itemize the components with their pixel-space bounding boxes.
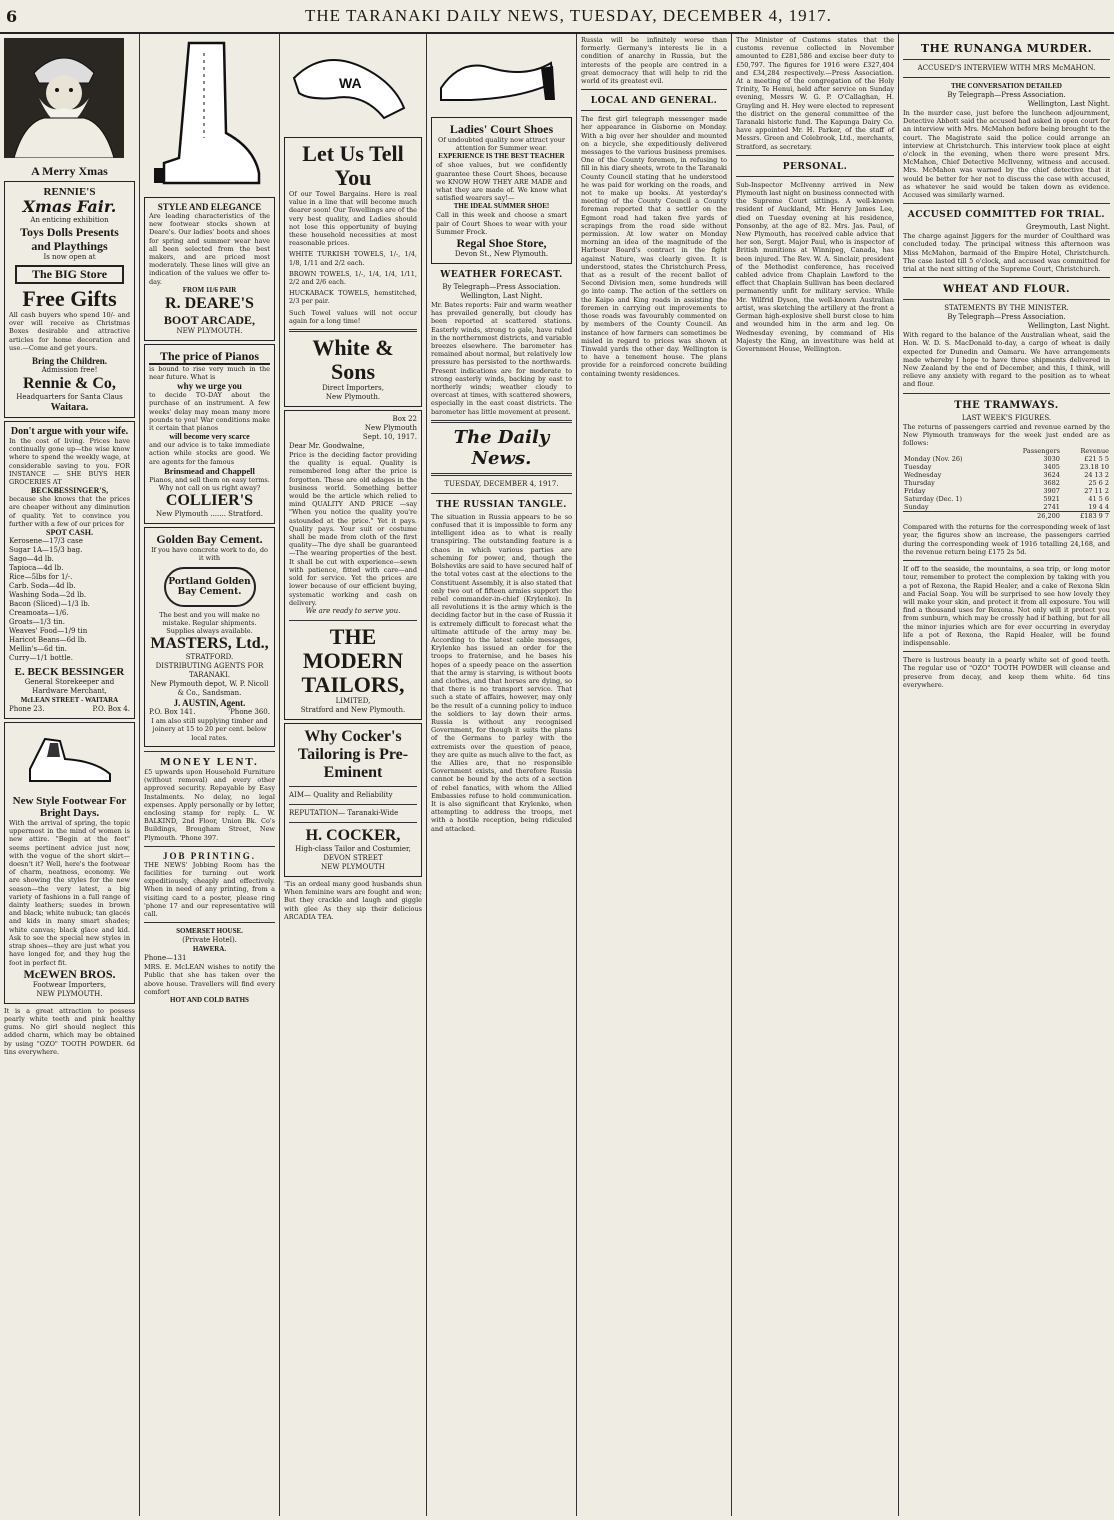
col6-news-body: The Minister of Customs states that the customs revenue collected in November amounted to £281,586 and excise beer duty to £50,797. The figures for 1916 were £327,404 and £34,284 respectively.—Press Association. At a meeting of the congregation of the Holy Trinity, Te Henui, held after service on Sunday evening, Messrs W. G. P. O'Callaghan, H. Grayling and H. Hey were elected to represent the district on the general committee of the Taranaki historic fund. The Kapunga Dairy Co. have appointed Mr. H. Parker, of the staff of Messrs. Green and Colebrook, Ltd., merchants, Stratford, as secretary. (736, 36, 894, 151)
regal-body3: Call in this week and choose a smart pair of Court Shoes to wear with your Summer Frock. (436, 211, 567, 236)
table-cell: 27 11 2 (1084, 487, 1109, 496)
table-header (903, 447, 1110, 455)
wheat-by: By Telegraph—Press Association. (947, 313, 1066, 322)
committed-head: ACCUSED COMMITTED FOR TRIAL. (907, 210, 1106, 221)
masters-head: Golden Bay Cement. (156, 532, 263, 547)
deare-from: FROM 11/6 PAIR (182, 285, 237, 294)
regal-exp: EXPERIENCE IS THE BEST TEACHER (438, 152, 565, 161)
svg-text:WA: WA (339, 75, 362, 91)
mcewen-firm: McEWEN BROS. (23, 966, 116, 981)
shoe-illustration (25, 729, 115, 789)
collier-head: The price of Pianos (149, 349, 270, 365)
cocker-desc: High-class Tailor and Costumier, (295, 844, 411, 853)
masthead (0, 0, 1114, 34)
table-cell: Saturday (Dec. 1) (904, 495, 963, 504)
table-row (903, 471, 1110, 479)
table-cell: 19 4 4 (1088, 503, 1109, 512)
local-general-head: LOCAL AND GENERAL. (590, 96, 718, 107)
rennie-name: RENNIE'S (43, 186, 96, 198)
beck-firm: BECKBESSINGER'S, (30, 486, 109, 496)
mcewen-body: With the arrival of spring, the topic uppermost in the mind of women is new attire. "Begin at the feet" seems pertinent advice just now, with the vogue of the short skirt—doesn't it? Well, here's the footwear of charm, neatness, economy. We are showing the styles for the new season—the very latest, a big variety of fashions in a full range of dainty leathers; suedes in brown and black; white nubuck; tan glacés and kids in many smart shades; white canvas; black glace and kid. Ask to see the special new styles in strap shoes—they are just what you have longed for, and they hug the foot in perfect fit. (9, 819, 130, 967)
personal-body: Sub-Inspector McIlvenny arrived in New Plymouth last night on business connected with the Supreme Court sittings. A well-known resident of Auckland, Mr. Henry James Lee, died on Tuesday evening at his residence, Ponsonby, at the age of 82. Mrs. Jas. Paul, of New Plymouth, has received cable advice that her son, Sergt. Major Paul, who is inspector of British munitions at Winnipeg, Canada, has been injured. The Rev. W. A. Sinclair, president of the Methodist conference, has received cabled advice from Chaplain Lawford to the effect that Chaplain Sullivan has been declared permanently unfit for military service. While Mr. Wilfrid Dyson, the well-known Australian artist, was sketching the artillery at the front a German high-explosive shell burst close to him and wounded him in the arm and leg. On Wednesday evening, by command of His Majesty the King, an investiture was held at Government House, Wellington. (736, 180, 894, 353)
tailors-ltd: LIMITED, (335, 696, 371, 705)
masters-note: I am also still supplying timber and joinery at 15 to 20 per cent. below local rates. (151, 717, 268, 742)
rennie-admission: Admission free! (41, 366, 98, 375)
price-item: Curry—1/1 bottle. (9, 654, 73, 663)
letter-box: Box 22 (392, 415, 417, 424)
cement-badge: Portland Golden Bay Cement. (164, 567, 256, 607)
collier-why2: Why not call on us right away? (158, 484, 261, 493)
committed-dateline: Greymouth, Last Night. (1025, 223, 1110, 232)
collier-towns: New Plymouth ....... Stratford. (156, 510, 263, 519)
rennie-body: All cash buyers who spend 10/- and over will receive as Christmas Boxes desirable and attractive articles for home decoration and use.—Come and get yours. (9, 311, 130, 352)
collier-brand: Brinsmead and Chappell (164, 465, 255, 476)
table-cell: Wednesday (904, 471, 942, 480)
collier-body: is bound to rise very much in the near future. What is (149, 364, 270, 382)
tramways-table (903, 447, 1110, 520)
table-cell: £21 5 5 (1084, 455, 1109, 464)
weather-body: Mr. Bates reports: Fair and warm weather has prevailed generally, but cloudy has been reported at scattered stations. Easterly winds, strong to gale, have ruled in the northernmost districts, and variable breezes elsewhere. The barometer has remained about normal, but relatively low pressure has persisted to the northwards. Present indications are for moderate to strong easterly winds, backing by east to northerly winds; weather cloudy to overcast at times, with scattered showers, especially in the east coast districts. The barometer has little movement at present. (431, 301, 572, 416)
masters-desc: DISTRIBUTING AGENTS FOR TARANAKI. (155, 662, 264, 680)
cocker-head: Why Cocker's Tailoring is Pre-Eminent (297, 727, 409, 781)
cocker-firm: H. COCKER, (305, 826, 401, 844)
price-item: Rice—5lbs for 1/-. (9, 573, 73, 582)
somerset-baths: HOT AND COLD BATHS (170, 995, 249, 1004)
ozo-notice-2: There is lustrous beauty in a pearly white set of good teeth. The regular use of "OZO" TOOTH POWDER will cleanse and preserve from decay, and keep them white. 6d tins everywhere. (903, 656, 1110, 689)
cocker-aim: AIM— Quality and Reliability (289, 790, 393, 799)
price-item: Groats—1/3 tin. (9, 618, 66, 627)
weather-head: WEATHER FORECAST. (440, 270, 563, 281)
collier-firm: COLLIER'S (165, 492, 254, 510)
weather-by: By Telegraph—Press Association. Wellington, Last Night. (442, 283, 561, 301)
rennie-bring: Bring the Children. (31, 356, 108, 367)
rennie-sub: An enticing exhibition (30, 216, 109, 224)
xmas-greeting: A Merry Xmas (31, 164, 108, 178)
masters-agent: J. AUSTIN, Agent. (173, 698, 246, 709)
masters-pobox: P.O. Box 141. (149, 708, 196, 717)
bargain-body: Of our Towel Bargains. Here is real value in a line that will become much dearer soon! Our Towellings are of the very best quality, and Ladies should not lose this opportunity of buying these household necessities at most reasonable prices. (289, 190, 417, 248)
tailors-firm: THE MODERN TAILORS, (301, 623, 405, 697)
leader-head: THE RUSSIAN TANGLE. (436, 499, 567, 510)
table-row (903, 455, 1110, 463)
table-cell: 23.18 10 (1080, 463, 1109, 472)
table-cell: 3030 (1043, 455, 1060, 464)
tailors-ready: We are ready to serve you. (305, 606, 401, 615)
murder-dateline: Wellington, Last Night. (1027, 100, 1110, 108)
cocker-street: DEVON STREET (323, 853, 383, 862)
masters-contact (149, 708, 270, 717)
column-4 (427, 34, 577, 1516)
masters-ad (144, 527, 275, 747)
tramways-body: The returns of passengers carried and revenue earned by the New Plymouth tramways for the week just ended are as follows: (903, 422, 1110, 448)
collier-body3: and our advice is to take immediate action while stocks are good. We are agents for the famous (149, 441, 270, 466)
price-item: Creamoata—1/6. (9, 609, 69, 618)
table-row (903, 503, 1110, 512)
towel-bargain-ad (284, 137, 422, 407)
wheat-head: WHEAT AND FLOUR. (943, 284, 1070, 296)
table-cell: Thursday (904, 479, 935, 488)
local-general-body: The first girl telegraph messenger made her appearance in Gisborne on Monday. With a big over her shoulder and mounted on a bicycle, she expeditiously delivered messages to the various business premises. One of the County foremen, in refusing to fill in his diary sheets, wrote to the Taranaki County Council stating that he understood he was paid for working on the roads, and not to make up books. At yesterday's meeting of the County Council a County foreman reported that a settler on the Egmont road had taken five yards of scrapings from the road side without permission. At low water on Monday morning an idea of the magnitude of the Harbour Board's contract in the fight against Nature, was clearly given. It is understood, states the Christchurch Press, that as a result of the recent ballot of Second Division men, some hundreds will go into camp. The action of the settlers on the Kaipo and King roads in assisting the foremen in carrying out improvements to those roads was favourably commented on by members of the County Council. An instance of how farmers can sometimes be misled in regard to prices was shown at Tinwald yards the other day. Wellington is to have a tenement house. The plans provide for a reinforced concrete building containing twenty residences. (581, 115, 727, 378)
beckbessinger-ad (4, 421, 135, 719)
deare-name: R. DEARE'S (165, 294, 254, 312)
rexona-notice: If off to the seaside, the mountains, a sea trip, or long motor tour, remember to protect the complexion by taking with you a pot of Rexona, the Rapid Healer, and a cake of Rexona Skin and Facial Soap. You will be surprised to see how lovely they will make your skin, and protect it from all exposure. You will find a thousand uses for Rexona. Not only will it protect you from sunburn, which may be crossly had if bathing, but for all the minor injuries which are for ever occurring in everyday life a pot of Rexona, the Rapid Healer, will be found indispensable. (903, 565, 1110, 647)
regal-head: Ladies' Court Shoes (449, 122, 554, 136)
table-cell (903, 447, 999, 455)
masters-firm: MASTERS, Ltd., (150, 635, 269, 653)
personal-head: PERSONAL. (782, 161, 848, 172)
price-item: Sago—4d lb. (9, 555, 54, 564)
daily-news-nameplate: The Daily News. (453, 426, 550, 469)
table-cell: 3405 (1043, 463, 1060, 472)
table-cell (903, 512, 999, 521)
modern-tailors-ad (284, 410, 422, 720)
price-item: Carb. Soda—4d lb. (9, 582, 76, 591)
table-row (903, 479, 1110, 487)
beck-body: In the cost of living. Prices have continually gone up—the wise know where to spend the weekly wage, at considerable saving to you. FOR INSTANCE — SHE BUYS HER GROCERIES AT (9, 437, 130, 487)
tailors-towns: Stratford and New Plymouth. (300, 705, 406, 714)
table-cell: 2741 (1043, 503, 1060, 512)
wheat-sub: STATEMENTS BY THE MINISTER. (944, 304, 1069, 313)
tramways-sub: LAST WEEK'S FIGURES. (961, 413, 1052, 422)
arcadia-tea-notice: 'Tis an ordeal many good husbands shun When feminine wars are fought and won; But they crackle and laugh and giggle with glee As they sip their delicious ARCADIA TEA. (284, 879, 422, 921)
beck-name: E. BECK BESSINGER (14, 666, 125, 679)
table-cell: Revenue (1080, 447, 1109, 456)
deare-head: STYLE AND ELEGANCE (157, 202, 262, 212)
collier-ad (144, 344, 275, 524)
somerset-town: HAWERA. (192, 945, 227, 954)
column-7 (899, 34, 1114, 1516)
tramways-head: THE TRAMWAYS. (954, 399, 1059, 411)
collier-body2: to decide TO-DAY about the purchase of an instrument. A few weeks' delay may mean many more pounds to you! War conditions make it certain that pianos (149, 391, 270, 433)
white-sons-firm: White & Sons (312, 335, 394, 385)
deare-town: NEW PLYMOUTH. (176, 326, 243, 335)
page-number: 6 (6, 6, 18, 26)
job-head: JOB PRINTING. (162, 850, 256, 861)
somerset-body: MRS. E. McLEAN wishes to notify the Public that she has taken over the above house. Travellers will find every comfort (144, 963, 275, 996)
rennie-town: Waitara. (50, 402, 89, 414)
tramways-body2: Compared with the returns for the corresponding week of last year, the figures show an increase, the passengers carried during the corresponding week of 1916 totalling 24,168, and the revenue return being £175 2s 5d. (903, 523, 1110, 556)
beck-contact (9, 705, 130, 714)
table-cell: 26,200 (1037, 512, 1060, 521)
santa-claus-illustration (4, 38, 124, 158)
beck-box: P.O. Box 4. (92, 705, 130, 714)
court-shoe-illustration (431, 38, 561, 108)
white-sons-town: New Plymouth. (325, 393, 381, 402)
rennie-fair: Xmas Fair. (22, 197, 117, 216)
beck-spot: SPOT CASH. (46, 528, 93, 538)
regal-body2: of shoe values, but we confidently guarantee these Court Shoes, because we KNOW HOW THEY ARE MADE and what they are made of. We know what satisfied wearers say!— (436, 161, 567, 203)
beck-price-list (9, 537, 130, 663)
bargain-head: Let Us Tell You (302, 141, 404, 190)
beck-desc: General Storekeeper and Hardware Merchant, (24, 678, 115, 696)
table-cell: 25 6 2 (1088, 479, 1109, 488)
leader-body: The situation in Russia appears to be so confused that it is impossible to form any intelligent idea as to what is really transpiring. The outstanding feature is a chaos in which various parties are scheming for power, and, though the Bolsheviks are said to have secured half of the total votes cast at the elections to the Constituent Assembly, it is also stated that only two out of fifteen armies support the rebel commander-in-chief (Krylenko). In all revolutions it is the army which is the deciding factor but in the case of Russia it is extremely difficult to forecast what the ultimate attitude of the army may be. According to the latest cable messages, Krylenko has issued an order for the troops to fraternise, and he bases his hopes of a speedy peace on the assertion that the army is starving, is without boots and clothes, and that horses are dying, so that there is no transport service. That such a state of affairs, however, may only be the result of a cunning policy to induce the soldiers to lay down their arms. Russia is without any recognised Government, for though it suits the plans of the Germans to parley with the extremists over the question of peace, they are quite as much alive to the fact, as the Allies are, that no responsible Government exists, and therefore Russia cannot be bound by the acts of a section of rebel fanatics, with whom the Allied Embassies refuse to hold communication. It is also significant that Krylenko, when attempting to address the troops, met with a hostile reception, being ridiculed and attacked. (431, 512, 573, 833)
boot-illustration (144, 38, 264, 188)
mcewen-town: NEW PLYMOUTH. (36, 989, 103, 998)
somerset-sub: (Private Hotel). (182, 936, 237, 945)
cocker-ad (284, 723, 422, 877)
masters-body2: The best and you will make no mistake. Regular shipments. Supplies always available. (159, 610, 260, 636)
letter-date: Sept. 10, 1917. (362, 433, 417, 442)
mcewen-desc: Footwear Importers, (32, 980, 107, 989)
table-row (903, 495, 1110, 503)
table-cell: £183 9 7 (1080, 512, 1109, 521)
regal-addr: Devon St., New Plymouth. (454, 250, 549, 259)
table-cell: 24 13 2 (1084, 471, 1109, 480)
price-item: Washing Soda—2d lb. (9, 591, 87, 600)
table-cell: 3682 (1043, 479, 1060, 488)
masters-phone: 'Phone 360. (228, 708, 270, 717)
column-2 (140, 34, 280, 1516)
regal-firm: Regal Shoe Store, (456, 236, 547, 251)
price-item: Haricot Beans—6d lb. (9, 636, 87, 645)
beck-body2: because she knows that the prices are cheaper without any diminution of quality. Yet to convince you further with a few of our prices for (9, 495, 130, 528)
towel-line: HUCKABACK TOWELS, hemstitched, 2/3 per pair. (289, 289, 417, 306)
table-cell: Sunday (904, 503, 929, 512)
murder-conv: THE CONVERSATION DETAILED (951, 82, 1062, 90)
wheat-dateline: Wellington, Last Night. (1027, 322, 1110, 331)
price-item: Tapioca—4d lb. (9, 564, 64, 573)
towel-wax-illustration (284, 38, 414, 128)
letter-salutation: Dear Mr. Goodwalne, (289, 442, 365, 451)
cocker-town: NEW PLYMOUTH (321, 862, 385, 871)
towel-line: BROWN TOWELS, 1/-, 1/4, 1/4, 1/11, 2/2 and 2/6 each. (289, 269, 417, 287)
letter-address (289, 415, 417, 442)
deare-ad (144, 197, 275, 341)
column-6 (732, 34, 899, 1516)
murder-by: By Telegraph—Press Association. (947, 91, 1066, 99)
price-item: Weaves' Food—1/9 tin (9, 627, 88, 636)
collier-why: why we urge you (177, 381, 242, 392)
beck-phone: Phone 23. (9, 705, 45, 714)
price-item: Bacon (Sliced)—1/3 lb. (9, 600, 90, 609)
table-cell: Tuesday (904, 463, 932, 472)
money-body: £5 upwards upon Household Furniture (without removal) and every other approved security. Repayable by Easy Instalments. No delay, no legal expenses. Apply personally or by letter, enclosing stamp for reply. L. W. BALKIND, 2nd Floor, Union Bk. Co's Buildings, Brougham Street, New Plymouth. 'Phone 397. (144, 767, 275, 842)
rennie-firm: Rennie & Co, (23, 375, 116, 393)
somerset-phone: Phone—131 (144, 954, 187, 963)
wheat-body: With regard to the balance of the Australian wheat, said the Hon. W. D. S. MacDonald to-day, a cargo of wheat is daily expected for Dunedin and Oamaru. We have arrangements made whereby I hope to have three shipments delivered in New Zealand by the end of December, and this, I think, will relieve any anxiety with regard to the position as to wheat and flour. (903, 331, 1110, 389)
column-3 (280, 34, 427, 1516)
collier-scarce: will become very scarce (169, 432, 250, 442)
table-cell: 3624 (1043, 471, 1060, 480)
committed-body: The charge against Jiggers for the murder of Coulthard was concluded today. The principal witness this afternoon was Miss McMahon, barmaid of the Empire Hotel, Christchurch. The case lasted till 5 o'clock, and accused was committed for trial at the next sitting of the Supreme Court, Christchurch. (903, 232, 1110, 274)
murder-head: THE RUNANGA MURDER. (920, 42, 1093, 55)
regal-body: Of undoubted quality now attract your attention for Summer wear. (437, 136, 566, 153)
price-item: Kerosene—17/3 case (9, 537, 83, 546)
table-cell: 5921 (1043, 495, 1060, 504)
rennie-hq: Headquarters for Santa Claus (16, 393, 123, 402)
price-item: Sugar 1A—15/3 bag. (9, 546, 83, 555)
ozo-notice: It is a great attraction to possess pearly white teeth and pink healthy gums. No girl should neglect this added charm, which may be obtained by using "OZO" TOOTH POWDER. 6d tins everywhere. (4, 1006, 135, 1056)
mcewen-head: New Style Footwear For Bright Days. (12, 795, 127, 820)
towel-line: WHITE TURKISH TOWELS, 1/-, 1/4, 1/8, 1/11 and 2/2 each. (289, 250, 417, 267)
table-row (903, 463, 1110, 471)
rennie-store: The BIG Store (15, 265, 124, 284)
murder-body: In the murder case, just before the luncheon adjournment, Detective Abbott said the accused had asked in open court for an interview with Mrs. McMahon before being brought to the court. The Magistrate said the police could arrange an interview at Christchurch. This interview took place at eight o'clock in the evening, when there were present Mrs. McMahon, Chief Detective McIlvenny, witness and accused. Mrs. McMahon was warned by the chief detective that it would be better for her not to discuss the case with accused, as whatever he said would be taken down as evidence. Accused was similarly warned. (903, 109, 1110, 200)
leader-dateline: TUESDAY, DECEMBER 4, 1917. (444, 479, 559, 488)
deare-arcade: BOOT ARCADE, (163, 312, 256, 327)
column-5 (577, 34, 732, 1516)
masters-depot: New Plymouth depot, W. P. Nicoll & Co., Sandsman. (150, 680, 269, 698)
rennie-gifts: Free Gifts (22, 286, 117, 311)
mcewen-ad (4, 722, 135, 1004)
white-sons-desc: Direct Importers, (322, 384, 384, 393)
rennie-toys: Toys Dolls Presents and Playthings (20, 225, 119, 253)
cocker-rep: REPUTATION— Taranaki-Wide (289, 808, 399, 817)
murder-sub: ACCUSED'S INTERVIEW WITH MRS McMAHON. (917, 64, 1096, 72)
table-total-row (903, 512, 1110, 521)
masters-body: If you have concrete work to do, do it with (151, 546, 268, 563)
beck-addr: McLEAN STREET - WAITARA (20, 696, 119, 705)
collier-body4: Pianos, and sell them on easy terms. (149, 475, 270, 484)
table-cell: Passengers (1022, 447, 1060, 456)
table-cell: 41 5 6 (1088, 495, 1109, 504)
table-row (903, 487, 1110, 495)
money-head: MONEY LENT. (160, 755, 259, 768)
leader-continued: Russia will be infinitely worse than formerly. Germany's interests lie in a condition of anarchy in Russia, but the interests of the people are centred in a great democracy that will help to rid the world of its greatest evil. (581, 36, 727, 86)
beck-head: Don't argue with your wife. (10, 426, 129, 438)
regal-ideal: THE IDEAL SUMMER SHOE! (453, 202, 550, 211)
table-cell: 3907 (1043, 487, 1060, 496)
regal-shoe-ad (431, 117, 572, 264)
towel-note: Such Towel values will not occur again for a long time! (289, 308, 417, 325)
job-body: THE NEWS' Jobbing Room has the facilities for turning out work expeditiously, cheaply and effectively. When in need of any printing, from a visiting card to a poster, please ring 'phone 17 and our representative will call. (144, 860, 275, 918)
table-cell: Monday (Nov. 26) (904, 455, 963, 464)
masthead-title: THE TARANAKI DAILY NEWS, TUESDAY, DECEMBER 4, 1917. (305, 6, 832, 25)
deare-body: Are leading characteristics of the new footwear stocks shown at Deare's. Our ladies' boots and shoes for spring and summer wear have all been selected from the best makers, and are priced most moderately. These lines will give an indication of the values we offer to-day. (149, 212, 270, 286)
column-1 (0, 34, 140, 1516)
rennie-ad (4, 181, 135, 418)
somerset-head: SOMERSET HOUSE. (176, 927, 243, 936)
price-item: Mellin's—6d tin. (9, 645, 67, 654)
table-cell: Friday (904, 487, 926, 496)
tailors-body: Price is the deciding factor providing the quality is equal. Quality is remembered long after the price is forgotten. These are old adages in the business world. Something better would be the article which relied to mind QUALITY AND PRICE —say "When you notice the quality you're astounded at the price." Yet it pays. Quality pays. Your suit or costume shall be made from cloth of the first quality—The dye shall be guaranteed—The wearing properties of the best. It shall be cut with experience—sewn with patience, fitted with care—and sold for service. Yet the prices are lower because of our efficient buying, systematic working and cash on delivery. (289, 451, 417, 607)
masters-town: STRATFORD. (185, 653, 234, 662)
letter-town: New Plymouth (364, 424, 417, 433)
rennie-open: Is now open at (43, 253, 96, 261)
